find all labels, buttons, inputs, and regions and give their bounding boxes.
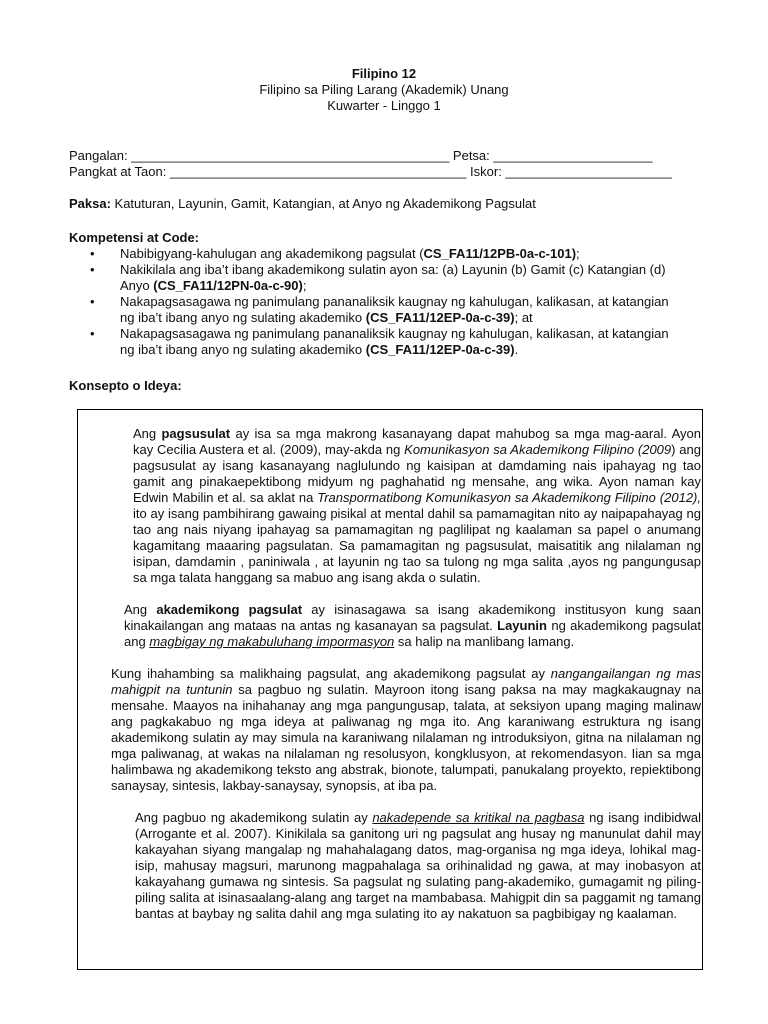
- paksa-text: Katuturan, Layunin, Gamit, Katangian, at Anyo ng Akademikong Pagsulat: [110, 196, 536, 211]
- text-run: ay isa sa mga makrong kasanayang dapat mahubog sa mga mag-aaral. Ayon kay Cecilia Austera et al. (2009), may-akda ng: [133, 426, 701, 457]
- concept-content: [81, 426, 701, 938]
- competency-list: [90, 246, 670, 358]
- competency-text: Nakapagsasagawa ng panimulang pananaliksik kaugnay ng kahulugan, kalikasan, at katangian ng iba’t ibang anyo ng sulating akademiko: [120, 326, 669, 357]
- text-run: ay isinasagawa sa isang akademikong institusyon kung saan kinakailangan ang mataas na antas ng kasanayan sa pagsulat.: [124, 602, 701, 633]
- document-title: Filipino 12: [351, 66, 417, 81]
- concept-heading: Konsepto o Ideya:: [69, 378, 182, 393]
- document-header: [0, 66, 768, 114]
- emphasis-underlined: nakadepende sa kritikal na pagbasa: [372, 810, 585, 825]
- concept-box: [77, 409, 703, 970]
- text-run: ito ay isang pambihirang gawaing pisikal at mental dahil sa pamamagitan nito ay naipapahayag ng tao ang nais niyang ipahayag sa pamamagitan ng paglilipat ng kaalaman sa papel o anumang kagamitang maaaring pagsulatan. Sa pamamagitan ng pagsusulat, maisatitik ang nilalaman ng isipan, damdamin , paniniwala , at layunin ng tao sa tulong ng mga salita ,ayos ng pangungusap sa mga talata hanggang sa mabuo ang isang akda o sulatin.: [133, 506, 701, 585]
- paragraph-paghahambing: [81, 666, 701, 794]
- competency-text: Nabibigyang-kahulugan ang akademikong pagsulat (: [120, 246, 424, 261]
- competency-code: (CS_FA11/12EP-0a-c-39): [365, 310, 515, 325]
- competency-code: CS_FA11/12PB-0a-c-101): [423, 246, 577, 261]
- competency-tail: ; at: [514, 310, 533, 325]
- text-run: Kung ihahambing sa malikhaing pagsulat, ang akademikong pagsulat ay: [111, 666, 551, 681]
- text-run: Ang pagbuo ng akademikong sulatin ay: [135, 810, 373, 825]
- competency-item: [90, 294, 670, 326]
- competency-code: (CS_FA11/12EP-0a-c-39): [365, 342, 515, 357]
- bullet-icon: •: [90, 246, 95, 261]
- bullet-icon: •: [90, 294, 95, 309]
- iskor-blank[interactable]: _______________________: [505, 164, 672, 179]
- document-subtitle-line1: Filipino sa Piling Larang (Akademik) Unang: [259, 82, 509, 97]
- competency-tail: .: [514, 342, 519, 357]
- competency-heading: Kompetensi at Code:: [69, 230, 200, 245]
- competency-text: Nakapagsasagawa ng panimulang pananaliksik kaugnay ng kahulugan, kalikasan, at katangian ng iba’t ibang anyo ng sulating akademiko: [120, 294, 669, 325]
- text-run: ) ang pagsusulat ay isang kasanayang naglulundo ng kaisipan at damdaming nais ipahayag ng tao gamit ang pinakaepektibong midyum ng paghahatid ng mensahe, ang wika. Ayon naman kay Edwin Mabilin et al. sa aklat na: [133, 442, 701, 505]
- pangalan-blank[interactable]: ____________________________________________: [131, 148, 450, 163]
- petsa-blank[interactable]: ______________________: [493, 148, 653, 163]
- book-title: Komunikasyon sa Akademikong Filipino (2009: [404, 442, 672, 457]
- bullet-icon: •: [90, 262, 95, 277]
- text-run: ng isang indibidwal (Arrogante et al. 2007). Kinikilala sa ganitong uri ng pagsulat ang husay ng manunulat dahil may kakayahan siyang mangalap ng mahahalagang datos, mag-organisa ng mga ideya, lohikal mag-isip, mahusay magsuri, marunong magpahalaga sa orihinalidad ng gawa, at may inobasyon at kakayahang gumawa ng sintesis. Sa pagsulat ng sulating pang-akademiko, gumagamit ng piling-piling salita at isinasaalang-alang ang target na mambabasa. Mahigpit din sa paggamit ng tamang bantas at baybay ng salita dahil ang mga sulating ito ay nakatuon sa pagbibigay ng kaalaman.: [135, 810, 702, 921]
- iskor-label: Iskor:: [466, 164, 502, 179]
- bullet-icon: •: [90, 326, 95, 341]
- paksa-label: Paksa:: [69, 196, 111, 211]
- emphasis-underlined: magbigay ng makabuluhang impormasyon: [149, 634, 395, 649]
- text-run: sa halip na manlibang lamang.: [394, 634, 575, 649]
- student-info-fields: [69, 148, 672, 180]
- text-run: Ang: [133, 426, 162, 441]
- text-run: ng akademikong pagsulat ang: [124, 618, 701, 649]
- competency-text: Nakikilala ang iba’t ibang akademikong sulatin ayon sa: (a) Layunin (b) Gamit (c) Katangian (d) Anyo: [120, 262, 666, 293]
- document-subtitle-line2: Kuwarter - Linggo 1: [327, 98, 441, 113]
- section-score-line: [69, 164, 672, 180]
- competency-item: [90, 246, 670, 262]
- paragraph-pagbuo: [81, 810, 701, 922]
- name-date-line: [69, 148, 672, 164]
- text-run: Ang: [124, 602, 157, 617]
- competency-code: (CS_FA11/12PN-0a-c-90): [153, 278, 303, 293]
- term-pagsusulat: pagsusulat: [161, 426, 231, 441]
- emphasis-italic: nangangailangan ng mas mahigpit na tuntunin: [111, 666, 701, 697]
- topic-line: [69, 196, 536, 212]
- petsa-label: Petsa:: [449, 148, 490, 163]
- competency-item: [90, 262, 670, 294]
- competency-tail: ;: [302, 278, 307, 293]
- pangalan-label: Pangalan:: [69, 148, 128, 163]
- book-title: Transpormatibong Komunikasyon sa Akademikong Filipino (2012),: [317, 490, 702, 505]
- competency-item: [90, 326, 670, 358]
- paragraph-pagsusulat: [81, 426, 701, 586]
- paragraph-akademikong-pagsulat: [81, 602, 701, 650]
- term-akademikong-pagsulat: akademikong pagsulat: [156, 602, 303, 617]
- pangkat-label: Pangkat at Taon:: [69, 164, 167, 179]
- competency-tail: ;: [576, 246, 580, 261]
- term-layunin: Layunin: [497, 618, 547, 633]
- text-run: sa pagbuo ng sulatin. Mayroon itong isang paksa na may magkakaugnay na mensahe. Maayos na inihahanay ang mga pangungusap, talata, at seksiyon upang maging malinaw ang pagkakabuo ng mga ideya at paliwanag ng mga ito. Ang karaniwang estruktura ng isang akademikong sulatin ay may simula na karaniwang nilalaman ng introduksiyon, gitna na nilalaman ng mga paliwanag, at wakas na nilalaman ng resolusyon, kongklusyon, at rekomendasyon. Iian sa mga halimbawa ng akademikong teksto ang abstrak, bionote, talumpati, panukalang proyekto, repiektibong sanaysay, sintesis, lakbay-sanaysay, synopsis, at iba pa.: [111, 682, 701, 793]
- pangkat-blank[interactable]: _________________________________________: [169, 164, 467, 179]
